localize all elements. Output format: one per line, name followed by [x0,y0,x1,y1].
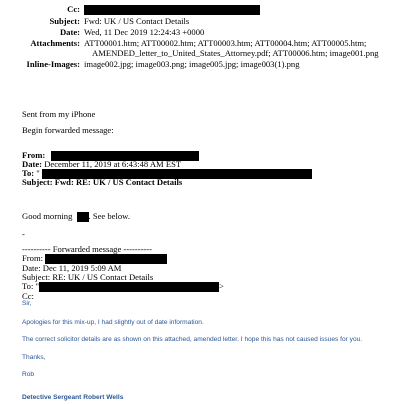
fwd2-subject-row: Subject: RE: UK / US Contact Details [22,272,154,282]
cc-redaction [84,5,260,15]
date-label: Date: [59,27,80,37]
forwarded-divider: ---------- Forwarded message ---------- [22,244,153,254]
fwd1-subject-value: Fwd: RE: UK / US Contact Details [54,177,183,187]
greeting-name-redaction [77,212,89,222]
email-header [0,0,400,80]
greeting-suffix: . See below. [88,211,130,221]
attachments-line1: ATT00001.htm; ATT00002.htm; ATT00003.htm; ATT00004.htm; ATT00005.htm; [84,38,367,48]
dash-line: - [22,229,25,239]
inline-images-label: Inline-Images: [26,59,80,69]
fwd1-subject-label: Subject: [22,177,53,187]
fwd1-to-label: To: [22,168,35,178]
message-thanks: Thanks, [22,354,46,361]
message-salutation: Sir, [22,300,32,307]
fwd1-from-label: From: [22,150,46,160]
fwd1-to-prefix: " [36,168,40,178]
fwd2-cc-label: Cc: [22,291,34,301]
begin-forwarded-line: Begin forwarded message: [22,125,114,135]
fwd1-date-label: Date: [22,159,43,169]
message-signoff: Rob [22,371,35,378]
message-line-1: Apologies for this mix-up, I had slightly out of date information. [22,319,204,326]
cc-label: Cc: [67,4,80,14]
fwd1-date-value: December 11, 2019 at 6:43:48 AM EST [44,159,182,169]
attachments-line2: AMENDED_letter_to_United_States_Attorney.pdf; ATT00006.htm; image001.png [92,48,379,58]
fwd2-to-label: To: " [22,281,39,291]
subject-label: Subject: [49,16,80,26]
message-line-2: The correct solicitor details are as shown on this attached, amended letter. I hope this has not caused issues for you. [22,336,363,343]
message-signature: Detective Sergeant Robert Wells [22,394,124,401]
subject-value: Fwd: UK / US Contact Details [84,16,190,26]
fwd2-to-redaction [39,282,219,292]
fwd2-to-row [22,281,224,292]
fwd2-to-suffix: > [219,281,224,291]
greeting-prefix: Good morning [22,211,73,221]
sent-from-line: Sent from my iPhone [22,109,96,119]
fwd2-from-label: From: [22,253,44,263]
greeting-line [22,211,130,222]
fwd2-date-row: Date: Dec 11, 2019 5:09 AM [22,263,122,273]
fwd1-subject-row [22,177,182,188]
inline-images-value: image002.jpg; image003.png; image005.jpg; image003(1).png [84,59,300,69]
attachments-label: Attachments: [30,38,80,48]
date-value: Wed, 11 Dec 2019 12:24:43 +0000 [84,27,205,37]
